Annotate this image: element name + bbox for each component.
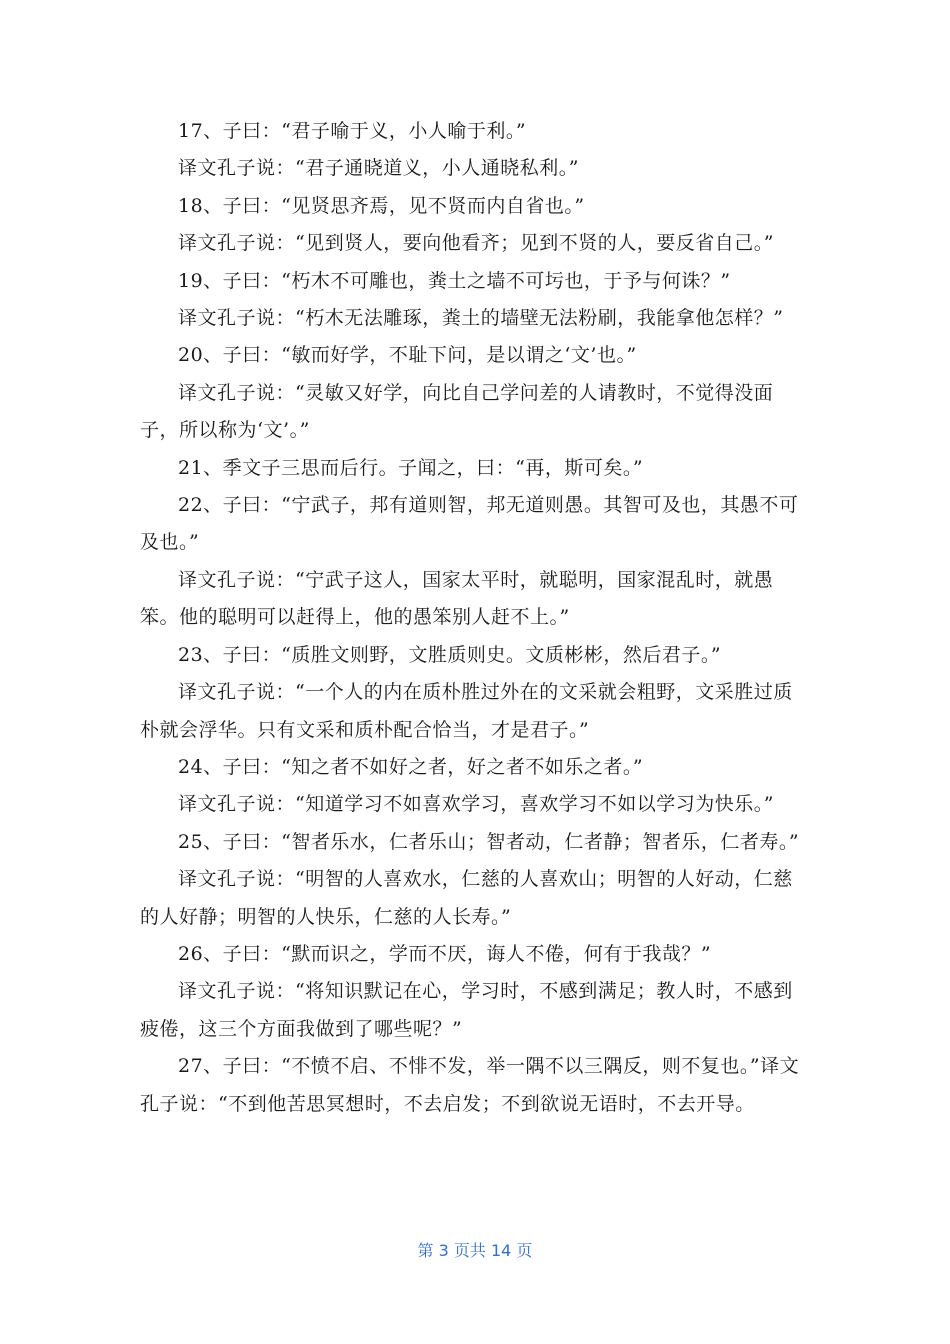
document-body <box>140 113 810 1123</box>
translation-24: 译文孔子说：“知道学习不如喜欢学习，喜欢学习不如以学习为快乐。” <box>178 793 774 816</box>
paragraph-19: 19、子曰：“朽木不可雕也，粪土之墙不可圬也，于予与何诛？” <box>178 269 731 292</box>
translation-17: 译文孔子说：“君子通晓道义，小人通晓私利。” <box>178 157 579 180</box>
paragraph-17: 17、子曰：“君子喻于义，小人喻于利。” <box>178 120 527 142</box>
translation-23: 译文孔子说：“一个人的内在质朴胜过外在的文采就会粗野，文采胜过质朴就会浮华。只有文采和质朴配合恰当，才是君子。” <box>140 681 793 741</box>
translation-19: 译文孔子说：“朽木无法雕琢，粪土的墙壁无法粉刷，我能拿他怎样？” <box>178 307 784 330</box>
paragraph-21: 21、季文子三思而后行。子闻之，曰：“再，斯可矣。” <box>178 456 644 479</box>
paragraph-24: 24、子曰：“知之者不如好之者，好之者不如乐之者。” <box>178 755 644 778</box>
translation-18: 译文孔子说：“见到贤人，要向他看齐；见到不贤的人，要反省自己。” <box>178 232 774 255</box>
translation-25: 译文孔子说：“明智的人喜欢水，仁慈的人喜欢山；明智的人好动，仁慈的人好静；明智的人快乐，仁慈的人长寿。” <box>140 868 793 928</box>
page-number-footer: 第 3 页共 14 页 <box>417 1241 533 1260</box>
paragraph-22: 22、子曰：“宁武子，邦有道则智，邦无道则愚。其智可及也，其愚不可及也。” <box>140 494 799 554</box>
paragraph-27: 27、子曰：“不愤不启、不悱不发，举一隅不以三隅反，则不复也。”译文孔子说：“不到他苦思冥想时，不去启发；不到欲说无语时，不去开导。 <box>140 1055 800 1115</box>
translation-20: 译文孔子说：“灵敏又好学，向比自己学问差的人请教时，不觉得没面子，所以称为‘文’。” <box>140 381 774 442</box>
paragraph-23: 23、子曰：“质胜文则野，文胜质则史。文质彬彬，然后君子。” <box>178 643 722 666</box>
paragraph-25: 25、子曰：“智者乐水，仁者乐山；智者动，仁者静；智者乐，仁者寿。” <box>178 830 800 853</box>
translation-22: 译文孔子说：“宁武子这人，国家太平时，就聪明，国家混乱时，就愚笨。他的聪明可以赶得上，他的愚笨别人赶不上。” <box>140 568 774 629</box>
paragraph-18: 18、子曰：“见贤思齐焉，见不贤而内自省也。” <box>178 194 585 217</box>
translation-26: 译文孔子说：“将知识默记在心，学习时，不感到满足；教人时，不感到疲倦，这三个方面我做到了哪些呢？” <box>140 980 793 1040</box>
paragraph-20: 20、子曰：“敏而好学，不耻下问，是以谓之‘文’也。” <box>178 344 637 367</box>
paragraph-26: 26、子曰：“默而识之，学而不厌，诲人不倦，何有于我哉？” <box>178 942 712 965</box>
